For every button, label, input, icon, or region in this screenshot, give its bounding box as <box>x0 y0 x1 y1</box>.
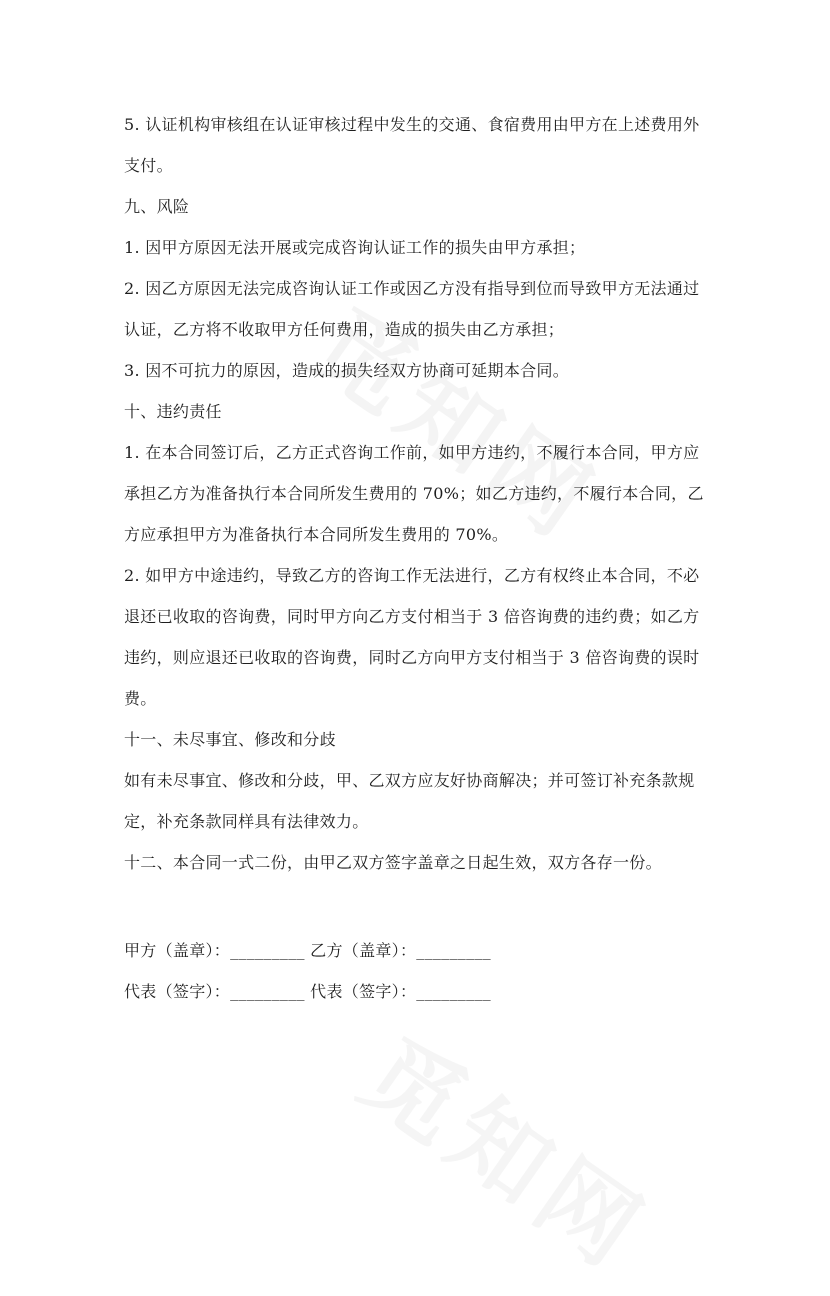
clause-breach-2: 2. 如甲方中途违约，导致乙方的咨询工作无法进行，乙方有权终止本合同，不必退还已收取的咨询费，同时甲方向乙方支付相当于 3 倍咨询费的违约费；如乙方违约，则应退还已收取的咨询费，同时乙方向甲方支付相当于 3 倍咨询费的误时费。 <box>124 566 700 708</box>
clause-copies: 十二、本合同一式二份，由甲乙双方签字盖章之日起生效，双方各存一份。 <box>124 853 662 872</box>
clause-risk-3: 3. 因不可抗力的原因，造成的损失经双方协商可延期本合同。 <box>124 361 570 380</box>
clause-misc: 如有未尽事宜、修改和分歧，甲、乙双方应友好协商解决；并可签订补充条款规定，补充条款同样具有法律效力。 <box>124 771 695 831</box>
section-heading-breach: 十、违约责任 <box>124 402 222 421</box>
document-body <box>124 104 714 1012</box>
signature-line-representative: 代表（签字）：_________ 代表（签字）：_________ <box>124 982 491 1001</box>
clause-breach-1: 1. 在本合同签订后，乙方正式咨询工作前，如甲方违约，不履行本合同，甲方应承担乙方为准备执行本合同所发生费用的 70%；如乙方违约，不履行本合同，乙方应承担甲方为准备执行本合同所发生费用的 70%。 <box>124 443 704 544</box>
clause-risk-2: 2. 因乙方原因无法完成咨询认证工作或因乙方没有指导到位而导致甲方无法通过认证，乙方将不收取甲方任何费用，造成的损失由乙方承担； <box>124 279 700 339</box>
section-heading-risk: 九、风险 <box>124 197 190 216</box>
watermark-bottom <box>339 1001 678 1296</box>
clause-risk-1: 1. 因甲方原因无法开展或完成咨询认证工作的损失由甲方承担； <box>124 238 586 257</box>
signature-line-seal: 甲方（盖章）：_________ 乙方（盖章）：_________ <box>124 941 491 960</box>
section-heading-misc: 十一、未尽事宜、修改和分歧 <box>124 730 336 749</box>
clause-fee-item-5: 5. 认证机构审核组在认证审核过程中发生的交通、食宿费用由甲方在上述费用外支付。 <box>124 115 700 175</box>
signature-block <box>124 930 714 1012</box>
